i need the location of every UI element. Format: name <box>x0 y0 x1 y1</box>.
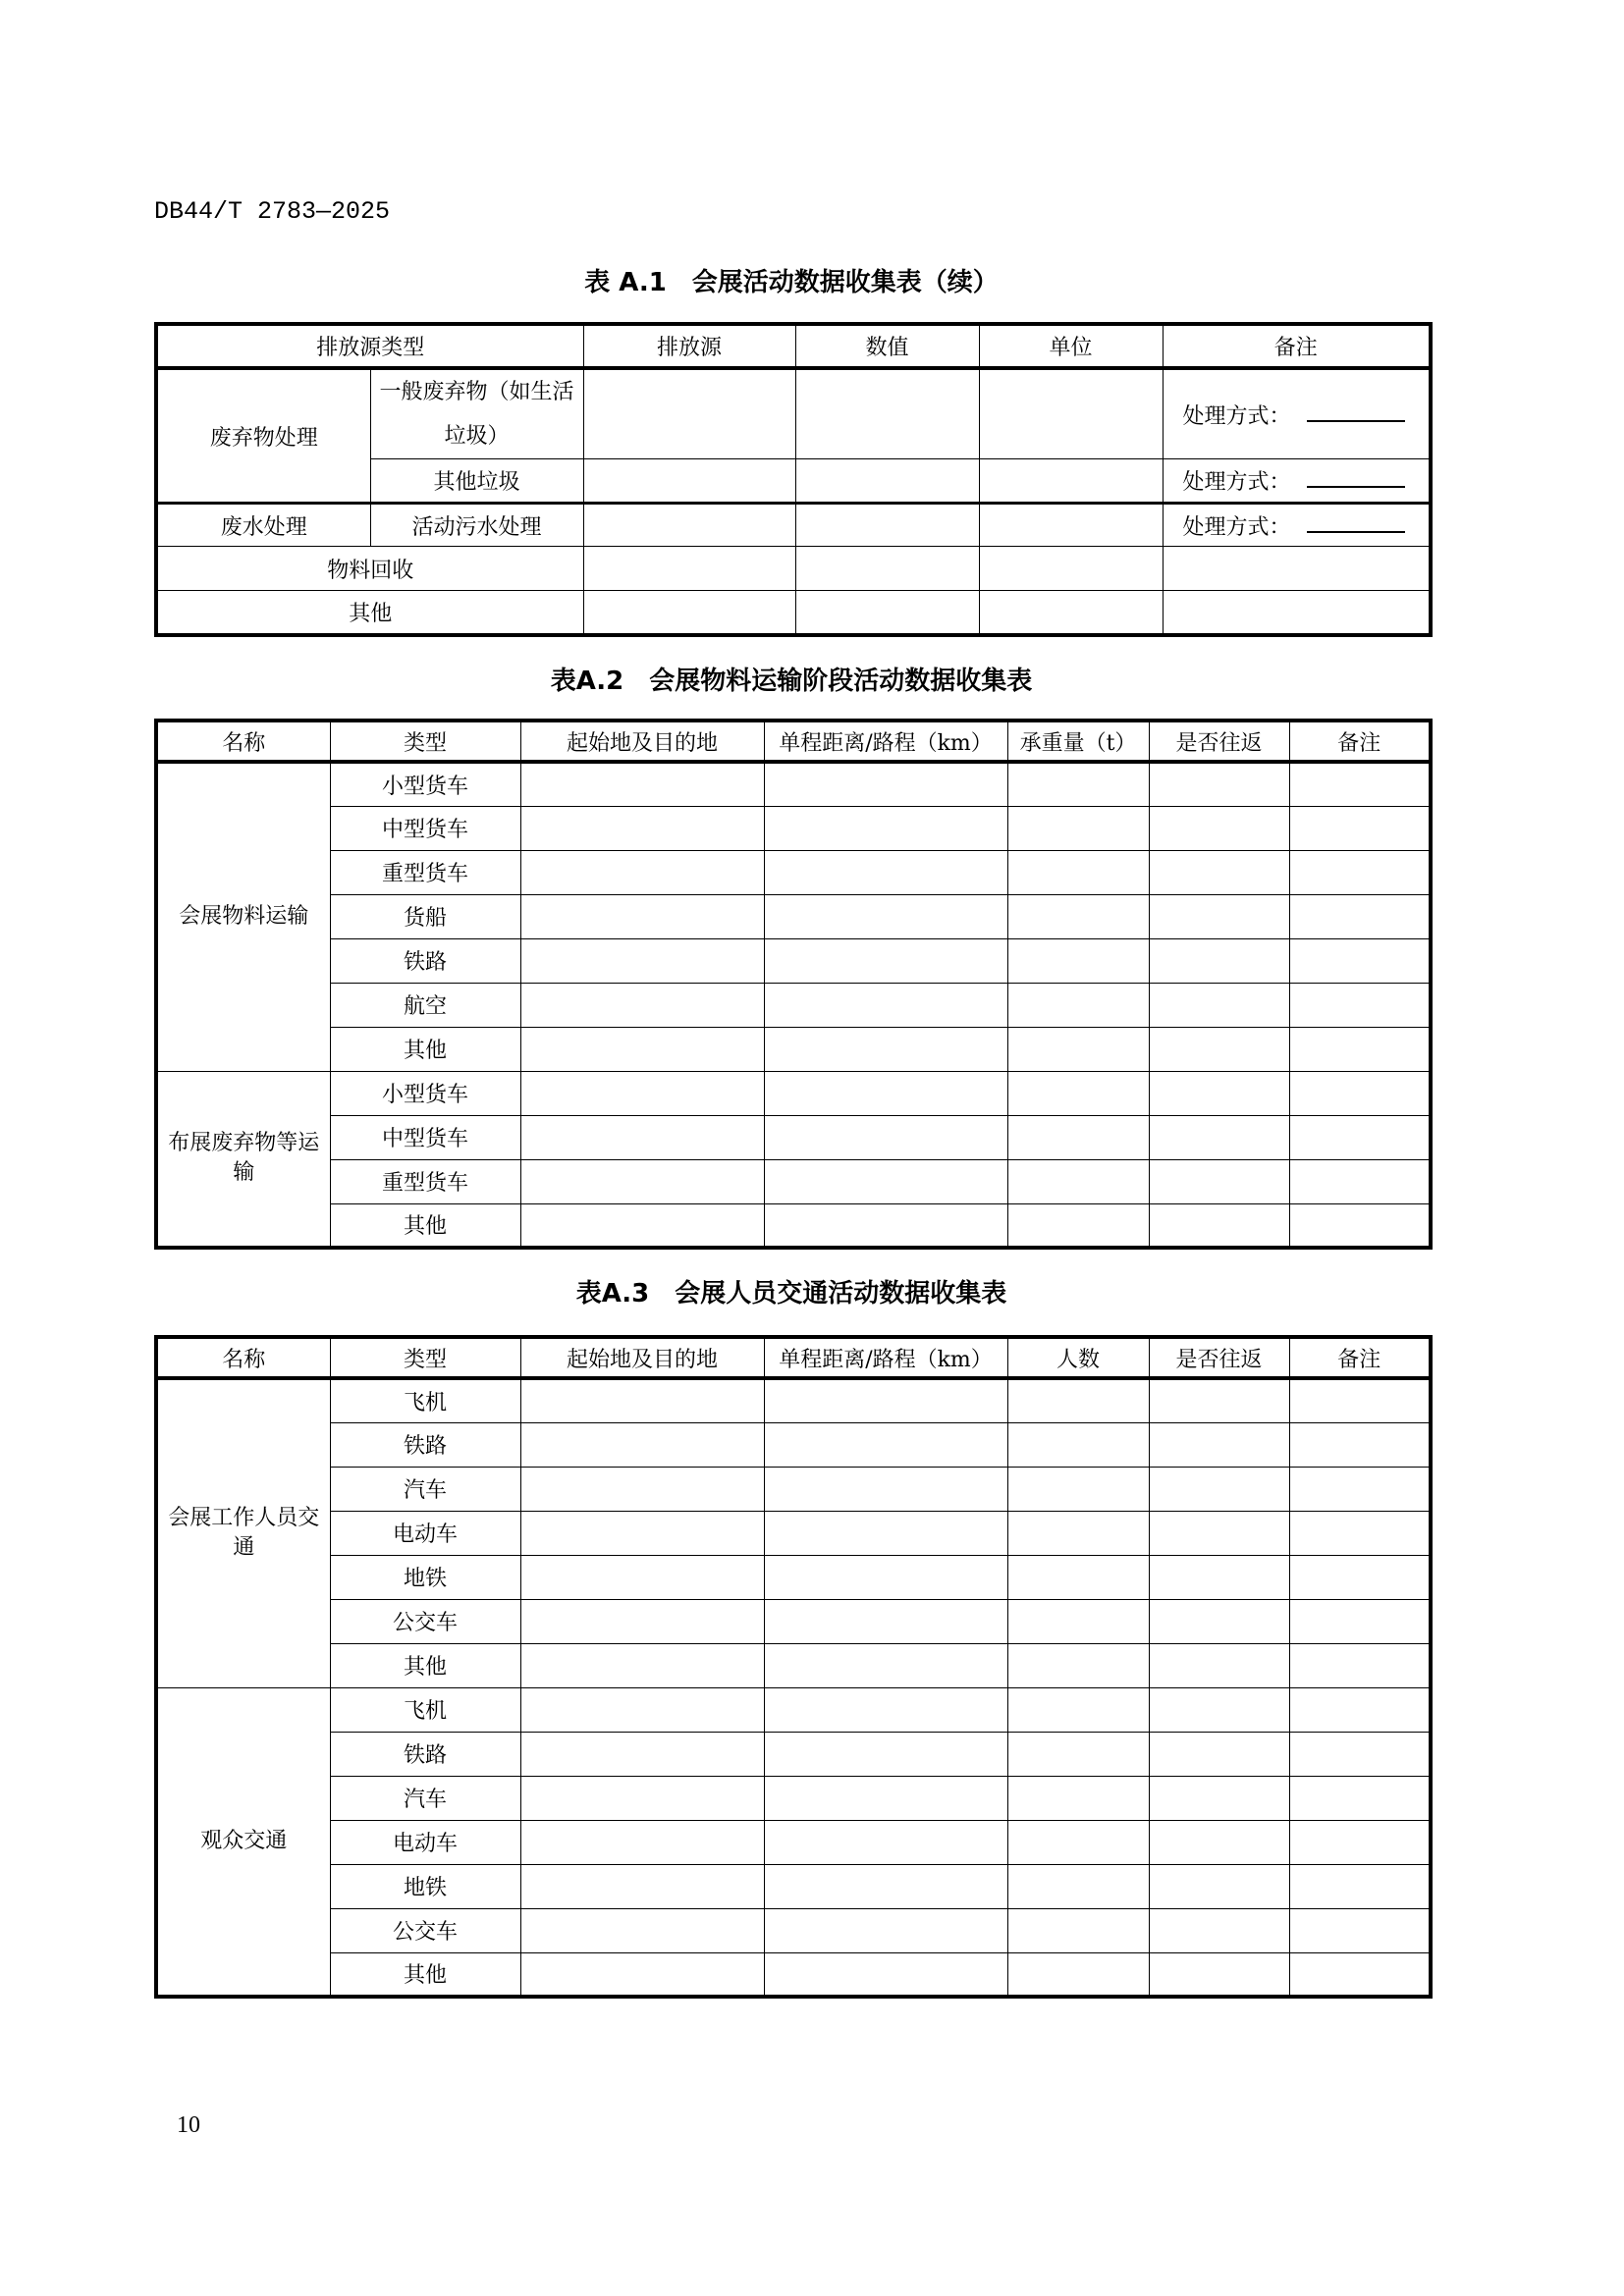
table1-header-source-type: 排放源类型 <box>156 324 583 368</box>
table3-remarks-cell[interactable] <box>1289 1511 1431 1555</box>
table1-category-other: 其他 <box>156 591 583 635</box>
table2-distance-cell[interactable] <box>764 850 1007 894</box>
table3-remarks-cell[interactable] <box>1289 1378 1431 1422</box>
table2-type-cell: 中型货车 <box>330 806 520 850</box>
table1 <box>154 322 1433 637</box>
table-row <box>156 1732 1431 1776</box>
table2-remarks-cell[interactable] <box>1289 1115 1431 1159</box>
table2-type-cell: 其他 <box>330 1203 520 1248</box>
table1-unit-cell[interactable] <box>979 459 1163 504</box>
table1-value-cell[interactable] <box>795 368 979 459</box>
table3-origin-destination-cell[interactable] <box>520 1511 764 1555</box>
table3-origin-destination-cell[interactable] <box>520 1643 764 1687</box>
table3-remarks-cell[interactable] <box>1289 1864 1431 1908</box>
table2-load-cell[interactable] <box>1007 762 1149 806</box>
table2-round-trip-cell[interactable] <box>1149 1203 1289 1248</box>
table1-unit-cell[interactable] <box>979 368 1163 459</box>
table2-header-origin-destination: 起始地及目的地 <box>520 721 764 762</box>
table-row <box>156 1864 1431 1908</box>
table3-distance-cell[interactable] <box>764 1422 1007 1467</box>
table3-people-cell[interactable] <box>1007 1599 1149 1643</box>
table1-item-general-waste: 一般废弃物（如生活垃圾） <box>370 368 583 459</box>
table2-remarks-cell[interactable] <box>1289 983 1431 1027</box>
table3-people-cell[interactable] <box>1007 1952 1149 1997</box>
table3-type-cell: 其他 <box>330 1643 520 1687</box>
table2-origin-destination-cell[interactable] <box>520 1071 764 1115</box>
table2-round-trip-cell[interactable] <box>1149 983 1289 1027</box>
table2-type-cell: 小型货车 <box>330 1071 520 1115</box>
table3-round-trip-cell[interactable] <box>1149 1776 1289 1820</box>
table3-remarks-cell[interactable] <box>1289 1908 1431 1952</box>
table1-value-cell[interactable] <box>795 459 979 504</box>
table3-type-cell: 其他 <box>330 1952 520 1997</box>
table2-group-name: 布展废弃物等运输 <box>156 1071 330 1248</box>
table3-round-trip-cell[interactable] <box>1149 1555 1289 1599</box>
table1-value-cell[interactable] <box>795 547 979 591</box>
table2-remarks-cell[interactable] <box>1289 806 1431 850</box>
table3-round-trip-cell[interactable] <box>1149 1467 1289 1511</box>
table2-load-cell[interactable] <box>1007 1115 1149 1159</box>
table3-round-trip-cell[interactable] <box>1149 1422 1289 1467</box>
table2-distance-cell[interactable] <box>764 1115 1007 1159</box>
table2-round-trip-cell[interactable] <box>1149 1159 1289 1203</box>
table3-origin-destination-cell[interactable] <box>520 1732 764 1776</box>
table1-source-cell[interactable] <box>583 368 795 459</box>
table2-distance-cell[interactable] <box>764 894 1007 938</box>
treatment-method-label: 处理方式： <box>1182 514 1291 540</box>
table1-source-cell[interactable] <box>583 591 795 635</box>
table1-category-recycling: 物料回收 <box>156 547 583 591</box>
table3-header-name: 名称 <box>156 1337 330 1378</box>
table-row <box>156 1555 1431 1599</box>
table3-header-people: 人数 <box>1007 1337 1149 1378</box>
table-row <box>156 762 1431 806</box>
table-row <box>156 1908 1431 1952</box>
table2-distance-cell[interactable] <box>764 762 1007 806</box>
table2-load-cell[interactable] <box>1007 1071 1149 1115</box>
table2-origin-destination-cell[interactable] <box>520 1115 764 1159</box>
table3-remarks-cell[interactable] <box>1289 1776 1431 1820</box>
table3-round-trip-cell[interactable] <box>1149 1378 1289 1422</box>
table3-round-trip-cell[interactable] <box>1149 1908 1289 1952</box>
table3-people-cell[interactable] <box>1007 1864 1149 1908</box>
table3-type-cell: 电动车 <box>330 1511 520 1555</box>
table2-remarks-cell[interactable] <box>1289 1071 1431 1115</box>
table2-remarks-cell[interactable] <box>1289 938 1431 983</box>
table-row <box>156 1599 1431 1643</box>
table2-origin-destination-cell[interactable] <box>520 894 764 938</box>
table3-round-trip-cell[interactable] <box>1149 1599 1289 1643</box>
table1-category-waste: 废弃物处理 <box>156 368 370 504</box>
document-code: DB44/T 2783—2025 <box>154 197 391 226</box>
table2-load-cell[interactable] <box>1007 938 1149 983</box>
table-row <box>156 1820 1431 1864</box>
table3-distance-cell[interactable] <box>764 1378 1007 1422</box>
table2-header-remarks: 备注 <box>1289 721 1431 762</box>
table2-round-trip-cell[interactable] <box>1149 1115 1289 1159</box>
table-row <box>156 1776 1431 1820</box>
table2-load-cell[interactable] <box>1007 1203 1149 1248</box>
table1-title: 表 A.1 会展活动数据收集表（续） <box>584 268 999 297</box>
table-row <box>156 850 1431 894</box>
table2-remarks-cell[interactable] <box>1289 762 1431 806</box>
table3-type-cell: 汽车 <box>330 1776 520 1820</box>
table2-remarks-cell[interactable] <box>1289 1203 1431 1248</box>
table2-round-trip-cell[interactable] <box>1149 938 1289 983</box>
table1-item-sewage: 活动污水处理 <box>370 504 583 547</box>
table2-origin-destination-cell[interactable] <box>520 850 764 894</box>
table3-distance-cell[interactable] <box>764 1952 1007 1997</box>
table1-category-wastewater: 废水处理 <box>156 504 370 547</box>
table3-remarks-cell[interactable] <box>1289 1732 1431 1776</box>
table3-round-trip-cell[interactable] <box>1149 1511 1289 1555</box>
table3-origin-destination-cell[interactable] <box>520 1422 764 1467</box>
table2-load-cell[interactable] <box>1007 806 1149 850</box>
table3-people-cell[interactable] <box>1007 1378 1149 1422</box>
table-row <box>156 547 1431 591</box>
table1-unit-cell[interactable] <box>979 504 1163 547</box>
table2-load-cell[interactable] <box>1007 983 1149 1027</box>
table3-round-trip-cell[interactable] <box>1149 1732 1289 1776</box>
table3-type-cell: 飞机 <box>330 1378 520 1422</box>
table2-round-trip-cell[interactable] <box>1149 850 1289 894</box>
table2-type-cell: 货船 <box>330 894 520 938</box>
table2-type-cell: 其他 <box>330 1027 520 1071</box>
table3-remarks-cell[interactable] <box>1289 1422 1431 1467</box>
table3-type-cell: 地铁 <box>330 1864 520 1908</box>
table3-distance-cell[interactable] <box>764 1864 1007 1908</box>
table1-source-cell[interactable] <box>583 547 795 591</box>
table-row <box>156 938 1431 983</box>
table2-round-trip-cell[interactable] <box>1149 894 1289 938</box>
table3-round-trip-cell[interactable] <box>1149 1643 1289 1687</box>
table3-distance-cell[interactable] <box>764 1511 1007 1555</box>
table2-round-trip-cell[interactable] <box>1149 1071 1289 1115</box>
table2-origin-destination-cell[interactable] <box>520 762 764 806</box>
table2-distance-cell[interactable] <box>764 938 1007 983</box>
table2-origin-destination-cell[interactable] <box>520 938 764 983</box>
table3-distance-cell[interactable] <box>764 1643 1007 1687</box>
table3-people-cell[interactable] <box>1007 1511 1149 1555</box>
table-row <box>156 1027 1431 1071</box>
table3-round-trip-cell[interactable] <box>1149 1952 1289 1997</box>
table2-header-round-trip: 是否往返 <box>1149 721 1289 762</box>
table1-value-cell[interactable] <box>795 504 979 547</box>
table3-remarks-cell[interactable] <box>1289 1467 1431 1511</box>
table3-origin-destination-cell[interactable] <box>520 1555 764 1599</box>
table2-load-cell[interactable] <box>1007 850 1149 894</box>
table3-distance-cell[interactable] <box>764 1467 1007 1511</box>
table3-header-origin-destination: 起始地及目的地 <box>520 1337 764 1378</box>
table1-value-cell[interactable] <box>795 591 979 635</box>
table-row <box>156 1422 1431 1467</box>
table2-type-cell: 中型货车 <box>330 1115 520 1159</box>
table-row <box>156 591 1431 635</box>
table2-round-trip-cell[interactable] <box>1149 1027 1289 1071</box>
table3-origin-destination-cell[interactable] <box>520 1820 764 1864</box>
table2-origin-destination-cell[interactable] <box>520 983 764 1027</box>
table3-origin-destination-cell[interactable] <box>520 1952 764 1997</box>
table3-origin-destination-cell[interactable] <box>520 1467 764 1511</box>
table1-remarks-cell[interactable] <box>1163 504 1431 547</box>
table-row <box>156 1643 1431 1687</box>
table2-origin-destination-cell[interactable] <box>520 1203 764 1248</box>
table3-distance-cell[interactable] <box>764 1908 1007 1952</box>
table-row <box>156 1071 1431 1115</box>
table2-type-cell: 铁路 <box>330 938 520 983</box>
table3-people-cell[interactable] <box>1007 1732 1149 1776</box>
table3-type-cell: 铁路 <box>330 1422 520 1467</box>
table3-people-cell[interactable] <box>1007 1687 1149 1732</box>
table3-distance-cell[interactable] <box>764 1687 1007 1732</box>
table3-header-type: 类型 <box>330 1337 520 1378</box>
table3 <box>154 1335 1433 1999</box>
table2-round-trip-cell[interactable] <box>1149 806 1289 850</box>
table3-remarks-cell[interactable] <box>1289 1643 1431 1687</box>
table1-source-cell[interactable] <box>583 504 795 547</box>
table2-distance-cell[interactable] <box>764 806 1007 850</box>
table2-origin-destination-cell[interactable] <box>520 1159 764 1203</box>
table3-type-cell: 公交车 <box>330 1908 520 1952</box>
table3-round-trip-cell[interactable] <box>1149 1864 1289 1908</box>
table3-origin-destination-cell[interactable] <box>520 1378 764 1422</box>
table2-origin-destination-cell[interactable] <box>520 806 764 850</box>
table1-unit-cell[interactable] <box>979 591 1163 635</box>
table3-type-cell: 飞机 <box>330 1687 520 1732</box>
table2-distance-cell[interactable] <box>764 1027 1007 1071</box>
table3-origin-destination-cell[interactable] <box>520 1908 764 1952</box>
treatment-method-blank[interactable] <box>1307 486 1405 488</box>
table2-load-cell[interactable] <box>1007 1027 1149 1071</box>
table3-origin-destination-cell[interactable] <box>520 1687 764 1732</box>
table2-load-cell[interactable] <box>1007 1159 1149 1203</box>
table2-header-type: 类型 <box>330 721 520 762</box>
table1-header-unit: 单位 <box>979 324 1163 368</box>
table-row <box>156 1203 1431 1248</box>
treatment-method-blank[interactable] <box>1307 531 1405 533</box>
table2-remarks-cell[interactable] <box>1289 850 1431 894</box>
table2-remarks-cell[interactable] <box>1289 1027 1431 1071</box>
table1-unit-cell[interactable] <box>979 547 1163 591</box>
table-row <box>156 368 1431 459</box>
table2-type-cell: 重型货车 <box>330 850 520 894</box>
table3-round-trip-cell[interactable] <box>1149 1687 1289 1732</box>
table3-header-remarks: 备注 <box>1289 1337 1431 1378</box>
table3-remarks-cell[interactable] <box>1289 1952 1431 1997</box>
table3-remarks-cell[interactable] <box>1289 1687 1431 1732</box>
table1-remarks-cell[interactable] <box>1163 368 1431 459</box>
table3-people-cell[interactable] <box>1007 1467 1149 1511</box>
table-row <box>156 806 1431 850</box>
table3-people-cell[interactable] <box>1007 1776 1149 1820</box>
table2-load-cell[interactable] <box>1007 894 1149 938</box>
table2-remarks-cell[interactable] <box>1289 894 1431 938</box>
table3-type-cell: 电动车 <box>330 1820 520 1864</box>
table2-title: 表A.2 会展物料运输阶段活动数据收集表 <box>550 667 1033 696</box>
table3-people-cell[interactable] <box>1007 1908 1149 1952</box>
table2-header-load: 承重量（t） <box>1007 721 1149 762</box>
table-row <box>156 1378 1431 1422</box>
table-row <box>156 1511 1431 1555</box>
table3-remarks-cell[interactable] <box>1289 1555 1431 1599</box>
table3-group-name: 观众交通 <box>156 1687 330 1997</box>
table1-remarks-cell[interactable] <box>1163 591 1431 635</box>
table2-distance-cell[interactable] <box>764 983 1007 1027</box>
table3-type-cell: 地铁 <box>330 1555 520 1599</box>
table-row <box>156 504 1431 547</box>
table3-title: 表A.3 会展人员交通活动数据收集表 <box>575 1279 1007 1308</box>
table3-remarks-cell[interactable] <box>1289 1820 1431 1864</box>
treatment-method-label: 处理方式： <box>1182 403 1291 429</box>
table1-remarks-cell[interactable] <box>1163 547 1431 591</box>
table3-type-cell: 铁路 <box>330 1732 520 1776</box>
table3-origin-destination-cell[interactable] <box>520 1599 764 1643</box>
table3-origin-destination-cell[interactable] <box>520 1864 764 1908</box>
table2-header-name: 名称 <box>156 721 330 762</box>
table-row <box>156 1687 1431 1732</box>
table3-header-round-trip: 是否往返 <box>1149 1337 1289 1378</box>
table-row <box>156 894 1431 938</box>
table3-distance-cell[interactable] <box>764 1732 1007 1776</box>
table-row <box>156 983 1431 1027</box>
table-row <box>156 1159 1431 1203</box>
treatment-method-blank[interactable] <box>1307 420 1405 422</box>
table2-type-cell: 重型货车 <box>330 1159 520 1203</box>
treatment-method-label: 处理方式： <box>1182 470 1291 495</box>
table3-people-cell[interactable] <box>1007 1643 1149 1687</box>
table3-type-cell: 汽车 <box>330 1467 520 1511</box>
table3-distance-cell[interactable] <box>764 1599 1007 1643</box>
table3-people-cell[interactable] <box>1007 1555 1149 1599</box>
table-row <box>156 1952 1431 1997</box>
table2-type-cell: 航空 <box>330 983 520 1027</box>
table2-header-distance: 单程距离/路程（km） <box>764 721 1007 762</box>
table2-group-name: 会展物料运输 <box>156 762 330 1071</box>
table3-people-cell[interactable] <box>1007 1422 1149 1467</box>
table2-origin-destination-cell[interactable] <box>520 1027 764 1071</box>
table-row <box>156 1115 1431 1159</box>
page-number: 10 <box>177 2112 200 2138</box>
table3-distance-cell[interactable] <box>764 1820 1007 1864</box>
table2-round-trip-cell[interactable] <box>1149 762 1289 806</box>
table3-distance-cell[interactable] <box>764 1555 1007 1599</box>
table1-header-source: 排放源 <box>583 324 795 368</box>
table3-type-cell: 公交车 <box>330 1599 520 1643</box>
table2-distance-cell[interactable] <box>764 1159 1007 1203</box>
table3-origin-destination-cell[interactable] <box>520 1776 764 1820</box>
table2-distance-cell[interactable] <box>764 1071 1007 1115</box>
table1-remarks-cell[interactable] <box>1163 459 1431 504</box>
table1-source-cell[interactable] <box>583 459 795 504</box>
table2-distance-cell[interactable] <box>764 1203 1007 1248</box>
table2-type-cell: 小型货车 <box>330 762 520 806</box>
table1-header-value: 数值 <box>795 324 979 368</box>
table1-header-remarks: 备注 <box>1163 324 1431 368</box>
table3-people-cell[interactable] <box>1007 1820 1149 1864</box>
table-row <box>156 1467 1431 1511</box>
table3-remarks-cell[interactable] <box>1289 1599 1431 1643</box>
table2-remarks-cell[interactable] <box>1289 1159 1431 1203</box>
table1-item-other-garbage: 其他垃圾 <box>370 459 583 504</box>
table3-header-distance: 单程距离/路程（km） <box>764 1337 1007 1378</box>
table2 <box>154 719 1433 1250</box>
table3-round-trip-cell[interactable] <box>1149 1820 1289 1864</box>
table3-distance-cell[interactable] <box>764 1776 1007 1820</box>
table3-group-name: 会展工作人员交通 <box>156 1378 330 1687</box>
